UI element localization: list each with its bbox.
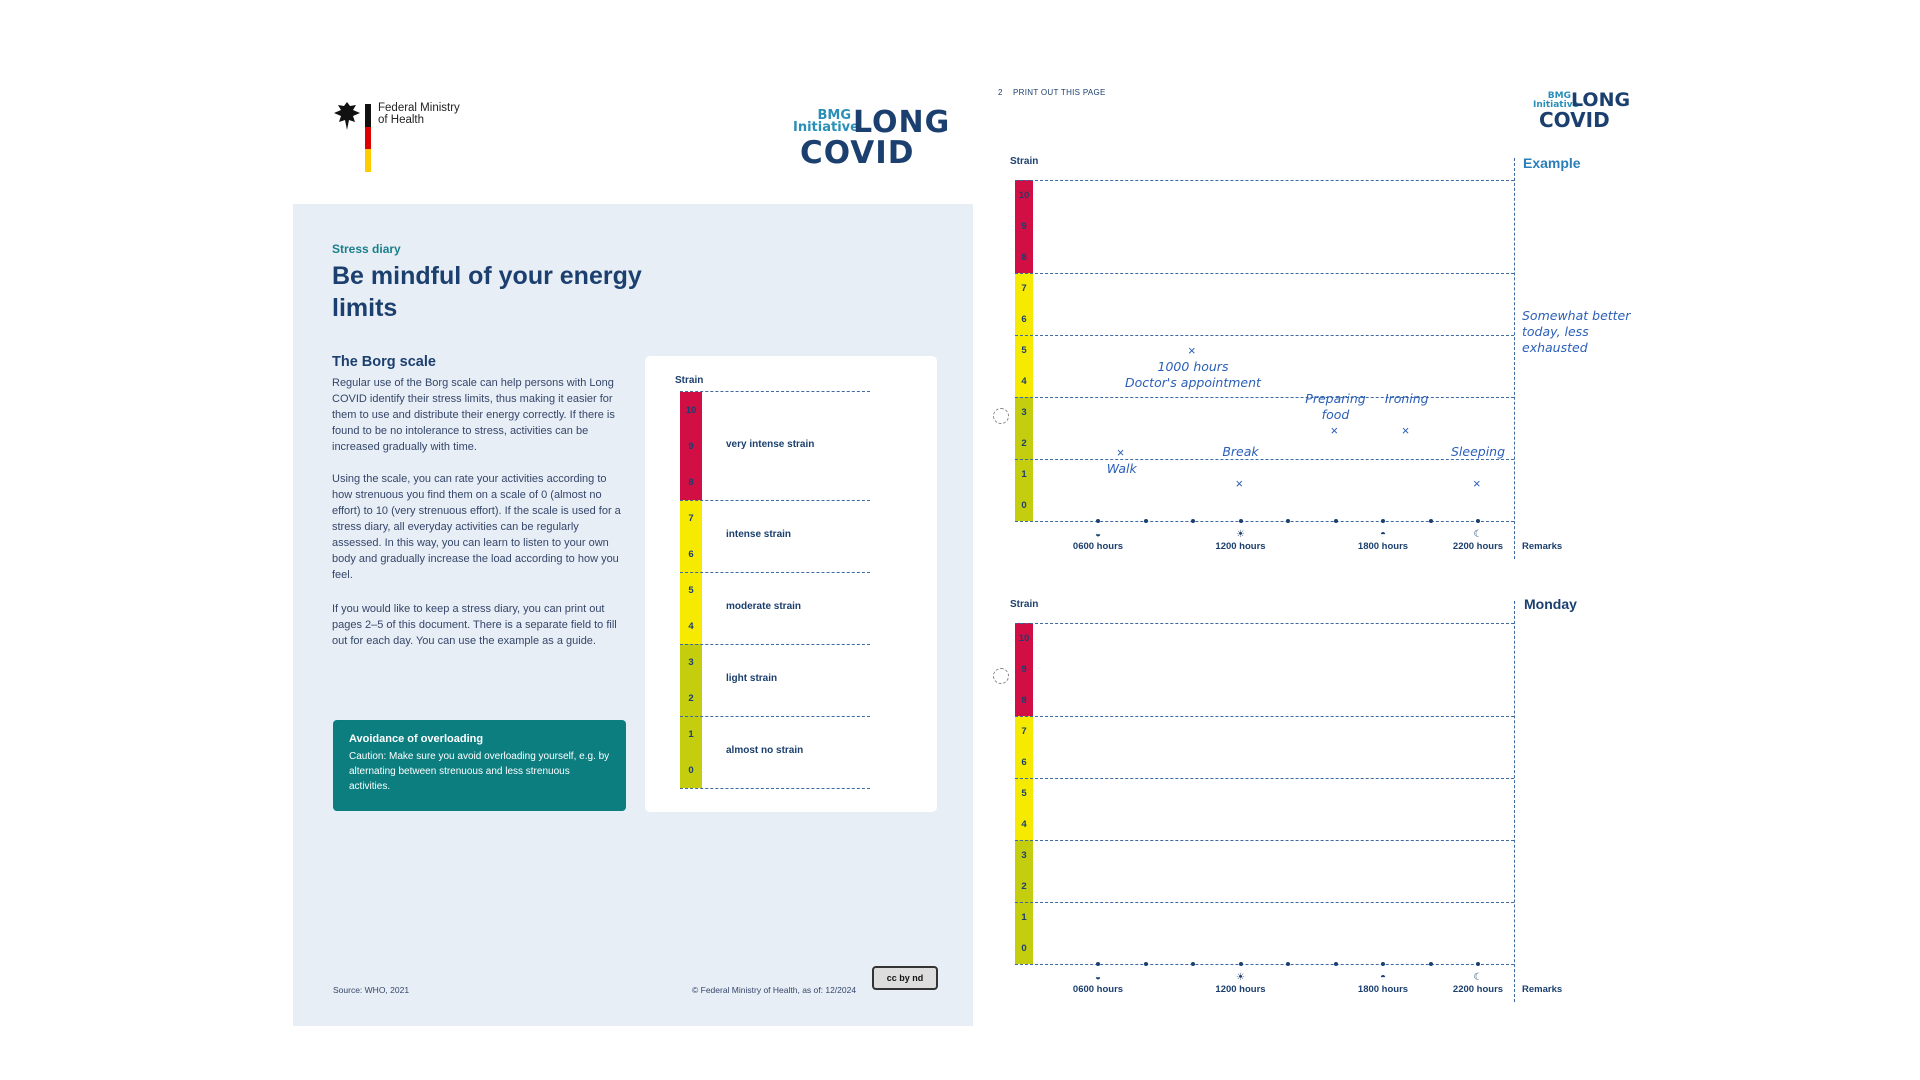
sunrise-icon: ◒ xyxy=(1094,529,1102,540)
punch-hole-marker xyxy=(993,668,1009,684)
entry-label: Ironing xyxy=(1384,391,1429,407)
time-axis-dot xyxy=(1096,519,1100,523)
monday-heading: Monday xyxy=(1524,596,1577,612)
entry-marker: × xyxy=(1116,444,1125,460)
punch-hole-marker xyxy=(993,408,1009,424)
strain-scale-number: 7 xyxy=(1015,273,1033,304)
sunrise-icon: ◒ xyxy=(1094,972,1102,983)
ministry-name: Federal Ministry of Health xyxy=(378,102,460,126)
strain-axis-label: Strain xyxy=(1010,156,1039,167)
strain-scale-number: 7 xyxy=(1015,716,1033,747)
borg-scale-number: 10 xyxy=(680,392,702,428)
strain-scale-number: 6 xyxy=(1015,747,1033,778)
entry-label xyxy=(1123,359,1263,391)
sunset-icon: ◓ xyxy=(1379,972,1387,983)
time-axis-label: 1200 hours xyxy=(1215,984,1266,995)
time-axis-label: 1800 hours xyxy=(1357,541,1409,552)
borg-level-label: light strain xyxy=(726,673,778,684)
moon-icon: ☾ xyxy=(1473,529,1483,540)
sunset-icon: ◓ xyxy=(1379,529,1387,540)
borg-scale-number: 6 xyxy=(680,536,702,572)
example-remark: Somewhat better today, less exhausted xyxy=(1522,308,1631,355)
entry-label-time: 1000 hours xyxy=(1157,358,1229,374)
example-heading: Example xyxy=(1523,155,1581,171)
strain-scale-number: 8 xyxy=(1015,242,1033,273)
page-title: Be mindful of your energy limits xyxy=(332,262,642,322)
logo-long: LONG xyxy=(853,105,951,140)
strain-axis-label: Strain xyxy=(1010,599,1039,610)
time-axis-dot xyxy=(1476,962,1480,966)
borg-level-divider xyxy=(680,391,870,392)
strain-scale-number: 5 xyxy=(1015,778,1033,809)
logo-bmg-initiative: BMG Initiative xyxy=(793,108,859,135)
strain-grid-line xyxy=(1015,902,1514,903)
strain-grid-line xyxy=(1015,273,1514,274)
time-axis-label: 2200 hours xyxy=(1452,541,1504,552)
time-axis-label: 1800 hours xyxy=(1357,984,1409,995)
strain-scale-number: 0 xyxy=(1015,933,1033,964)
time-axis-label: 0600 hours xyxy=(1072,541,1124,552)
long-covid-logo xyxy=(793,105,951,171)
time-axis-dot xyxy=(1334,962,1338,966)
time-axis-label: 1200 hours xyxy=(1215,541,1266,552)
borg-level-divider xyxy=(680,500,870,501)
strain-scale-number: 5 xyxy=(1015,335,1033,366)
copyright-note: © Federal Ministry of Health, as of: 12/2024 xyxy=(692,985,857,995)
borg-level-divider xyxy=(680,788,870,789)
entry-label: Preparing food xyxy=(1305,391,1366,423)
entry-marker: × xyxy=(1188,342,1196,358)
time-axis-dot xyxy=(1429,519,1433,523)
logo-bmg-initiative-small: BMG Initiative xyxy=(1533,91,1579,110)
strain-scale-number: 9 xyxy=(1015,211,1033,242)
strain-scale-number: 2 xyxy=(1015,871,1033,902)
time-axis-dot xyxy=(1429,962,1433,966)
remarks-label: Remarks xyxy=(1522,541,1563,552)
borg-level-divider xyxy=(680,572,870,573)
strain-grid-line xyxy=(1015,623,1514,624)
strain-grid-line xyxy=(1015,840,1514,841)
strain-scale-number: 1 xyxy=(1015,459,1033,490)
strain-scale-number: 8 xyxy=(1015,685,1033,716)
entry-marker: × xyxy=(1330,423,1339,439)
time-axis-dot xyxy=(1144,962,1148,966)
logo-covid: COVID xyxy=(800,135,915,171)
strain-scale-number: 2 xyxy=(1015,428,1033,459)
entry-label: Walk xyxy=(1106,460,1137,476)
strain-grid-line xyxy=(1015,521,1514,522)
creative-commons-badge xyxy=(872,966,938,990)
page-number: 2 xyxy=(998,88,1003,97)
time-axis-label: 2200 hours xyxy=(1452,984,1504,995)
entry-marker: × xyxy=(1401,423,1410,439)
section-kicker: Stress diary xyxy=(332,242,401,256)
borg-scale-number: 7 xyxy=(680,500,702,536)
borg-strain-label: Strain xyxy=(675,375,704,386)
strain-scale-number: 4 xyxy=(1015,809,1033,840)
logo-long-small: LONG xyxy=(1571,89,1631,111)
borg-level-divider xyxy=(680,716,870,717)
intro-paragraph: Regular use of the Borg scale can help persons with Long COVID identify their stress limits, thus making it easier for them to use and distribute their energy correctly. If there is found to be no intolerance to stress, activities can be increased gradually with time. xyxy=(332,377,615,453)
strain-scale-number: 10 xyxy=(1015,623,1033,654)
strain-scale-number: 0 xyxy=(1015,490,1033,521)
warning-title: Avoidance of overloading xyxy=(349,733,484,745)
borg-scale-heading: The Borg scale xyxy=(332,354,436,370)
warning-text: Caution: Make sure you avoid overloading yourself, e.g. by alternating between strenuous and less strenuous activities. xyxy=(349,751,610,792)
strain-scale-number: 10 xyxy=(1015,180,1033,211)
borg-scale-number: 9 xyxy=(680,428,702,464)
strain-scale-number: 3 xyxy=(1015,397,1033,428)
remarks-divider xyxy=(1514,158,1515,559)
diary-paragraph: If you would like to keep a stress diary, you can print out pages 2–5 of this document. There is a separate field to fill out for each day. You can use the example as a guide. xyxy=(332,603,617,647)
borg-level-label: almost no strain xyxy=(726,745,804,756)
cc-badge-text: cc by nd xyxy=(886,973,924,983)
strain-grid-line xyxy=(1015,716,1514,717)
print-out-label: PRINT OUT THIS PAGE xyxy=(1013,88,1106,97)
entry-label: Break xyxy=(1222,443,1259,459)
time-axis-dot xyxy=(1191,962,1195,966)
borg-scale-number: 4 xyxy=(680,608,702,644)
strain-grid-line xyxy=(1015,964,1514,965)
time-axis-dot xyxy=(1191,519,1195,523)
time-axis-dot xyxy=(1096,962,1100,966)
strain-grid-line xyxy=(1015,778,1514,779)
borg-scale-number: 1 xyxy=(680,716,702,752)
time-axis-dot xyxy=(1476,519,1480,523)
strain-scale-number: 3 xyxy=(1015,840,1033,871)
scale-paragraph: Using the scale, you can rate your activities according to how strenuous you find them on a scale of 0 (almost no effort) to 10 (very strenuous effort). If the scale is used for a stress diary, all everyday activities can be regularly assessed. In this way, you can learn to listen to your own body and gradually increase the load according to how you feel. xyxy=(332,473,621,581)
strain-scale-number: 1 xyxy=(1015,902,1033,933)
strain-scale-number: 4 xyxy=(1015,366,1033,397)
sun-icon: ☀ xyxy=(1236,529,1245,540)
time-axis-dot xyxy=(1286,519,1290,523)
moon-icon: ☾ xyxy=(1473,972,1483,983)
time-axis-dot xyxy=(1239,519,1243,523)
time-axis-dot xyxy=(1334,519,1338,523)
time-axis-dot xyxy=(1381,962,1385,966)
source-note: Source: WHO, 2021 xyxy=(333,985,410,995)
remarks-label: Remarks xyxy=(1522,984,1563,995)
borg-level-label: very intense strain xyxy=(726,439,815,450)
overloading-warning-box xyxy=(333,720,626,811)
strain-grid-line xyxy=(1015,180,1514,181)
german-flag-bar xyxy=(365,104,371,172)
time-axis-dot xyxy=(1144,519,1148,523)
time-axis-dot xyxy=(1286,962,1290,966)
borg-scale-number: 8 xyxy=(680,464,702,500)
entry-label: Sleeping xyxy=(1450,443,1506,459)
long-covid-logo-small xyxy=(1533,90,1633,132)
logo-covid-small: COVID xyxy=(1539,108,1610,132)
strain-scale-number: 9 xyxy=(1015,654,1033,685)
borg-level-divider xyxy=(680,644,870,645)
time-axis-dot xyxy=(1381,519,1385,523)
time-axis-dot xyxy=(1239,962,1243,966)
federal-eagle-icon xyxy=(333,100,361,134)
borg-level-label: moderate strain xyxy=(726,601,802,612)
borg-scale-number: 2 xyxy=(680,680,702,716)
borg-scale-number: 0 xyxy=(680,752,702,788)
strain-scale-number: 6 xyxy=(1015,304,1033,335)
entry-label-text: Doctor's appointment xyxy=(1125,374,1261,390)
borg-scale-number: 5 xyxy=(680,572,702,608)
strain-grid-line xyxy=(1015,335,1514,336)
entry-marker: × xyxy=(1473,475,1481,491)
borg-scale-number: 3 xyxy=(680,644,702,680)
borg-level-label: intense strain xyxy=(726,529,792,540)
remarks-divider xyxy=(1514,601,1515,1002)
time-axis-label: 0600 hours xyxy=(1072,984,1124,995)
sun-icon: ☀ xyxy=(1236,972,1245,983)
entry-marker: × xyxy=(1235,475,1244,491)
